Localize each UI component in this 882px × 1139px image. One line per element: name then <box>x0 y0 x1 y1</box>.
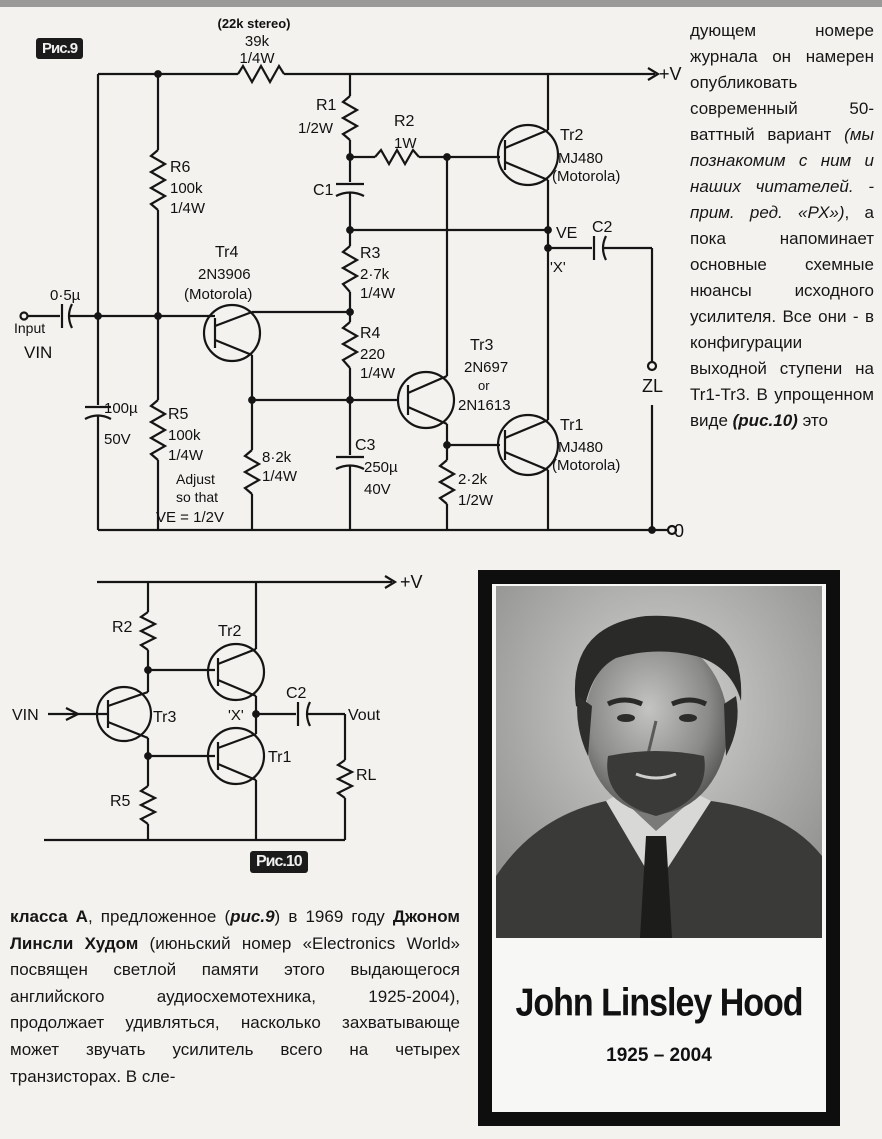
fig9-r4-value: 220 <box>360 346 386 363</box>
bottom-text-3: (июньский номер «Electronics World» посвящен светлой памяти этого выдающегося английского аудиосхемотехника, 1925-2004), продолжает удивляться, насколько захватывающе может звучать усилитель всего на четырех транзисторах. В сле- <box>10 933 460 1086</box>
fig9-c3-voltage: 40V <box>364 481 391 498</box>
fig9-r3-value: 2·7k <box>360 266 390 283</box>
fig9-top-resistor-value: 39k <box>244 33 270 50</box>
bottom-fig-ref: рис.9 <box>230 907 275 926</box>
bottom-text-2: ) в 1969 году <box>274 907 393 926</box>
bottom-text-1: , предложенное ( <box>87 907 231 926</box>
fig9-cap100-value: 100µ <box>104 400 138 417</box>
fig10-supply-label: +V <box>400 572 423 592</box>
fig9-c3-value: 250µ <box>364 459 398 476</box>
fig9-tr2-type: MJ480 <box>558 150 604 167</box>
fig9-r1-name: R1 <box>316 97 337 114</box>
fig10-tr3-label: Tr3 <box>153 709 177 726</box>
fig10-tr1-label: Tr1 <box>268 749 292 766</box>
fig9-r3-power: 1/4W <box>360 285 396 302</box>
fig9-top-resistor-note: (22k stereo) <box>217 16 291 31</box>
right-column-text <box>690 18 874 434</box>
fig9-tr2-name: Tr2 <box>560 127 584 144</box>
fig9-tr1-type: MJ480 <box>558 439 604 456</box>
fig9-tr4-maker: (Motorola) <box>184 286 253 303</box>
fig10-r5-label: R5 <box>110 793 131 810</box>
portrait-name: John Linsley Hood <box>515 981 803 1025</box>
fig9-label: Рис.9 <box>36 38 83 59</box>
fig10-c2-label: C2 <box>286 685 307 702</box>
fig9-r6-name: R6 <box>170 159 191 176</box>
fig9-top-resistor-power: 1/4W <box>239 50 275 67</box>
fig9-c3-name: C3 <box>355 437 376 454</box>
fig9-zl-label: ZL <box>642 376 664 396</box>
fig9-tr4-name: Tr4 <box>215 244 239 261</box>
fig9-c1-name: C1 <box>313 182 334 199</box>
fig9-x-label: 'X' <box>550 259 566 276</box>
fig9-r5-name: R5 <box>168 406 189 423</box>
fig9-ground-label: 0 <box>674 521 685 541</box>
fig9-tr2-maker: (Motorola) <box>552 168 621 185</box>
fig9-r6-value: 100k <box>170 180 203 197</box>
fig9-r2-value: 1W <box>394 135 417 152</box>
fig9-r2-name: R2 <box>394 113 415 130</box>
fig9-tr1-maker: (Motorola) <box>552 457 621 474</box>
fig9-tr3-or: or <box>478 378 490 393</box>
fig9-tr4-type: 2N3906 <box>198 266 251 283</box>
column-text-end: это <box>802 411 828 430</box>
portrait-frame <box>478 570 840 1126</box>
bottom-bold-2: Джоном Линсли Худом <box>10 907 461 953</box>
fig10-rl-label: RL <box>356 767 377 784</box>
fig9-r82k-power: 1/4W <box>262 468 298 485</box>
fig9-r1-value: 1/2W <box>298 120 334 137</box>
fig10-r2-label: R2 <box>112 619 133 636</box>
fig9-adjust-line3: VE = 1/2V <box>156 509 224 526</box>
fig9-c2-label: C2 <box>592 219 613 236</box>
fig9-ve-label: VE <box>556 225 578 242</box>
fig9-adjust-line1: Adjust <box>176 471 215 487</box>
fig9-cap100-voltage: 50V <box>104 431 131 448</box>
fig9-r6-power: 1/4W <box>170 200 206 217</box>
fig10-vin-label: VIN <box>12 707 39 724</box>
fig9-input-cap: 0·5µ <box>50 287 81 304</box>
fig9-tr3-alt: 2N1613 <box>458 397 511 414</box>
fig9-input-label: Input <box>14 320 46 336</box>
fig10-x-label: 'X' <box>228 707 244 724</box>
bottom-article-text <box>10 904 460 1090</box>
fig9-r3-name: R3 <box>360 245 381 262</box>
fig9-r5-value: 100k <box>168 427 201 444</box>
column-fig-ref: (рис.10) <box>732 411 798 430</box>
column-text-italic: (мы познакомим с ним и наших читателей. - прим. ред. «РХ») <box>690 125 874 222</box>
fig9-r4-power: 1/4W <box>360 365 396 382</box>
fig9-tr1-name: Tr1 <box>560 417 584 434</box>
portrait-years: 1925 – 2004 <box>606 1045 712 1066</box>
fig9-r4-name: R4 <box>360 325 381 342</box>
fig9-vin-label: VIN <box>24 343 53 362</box>
fig10-label: Рис.10 <box>250 851 308 873</box>
column-text-2: , а пока напоминает основные схемные нюансы исходного усилителя. Все они - в конфигурации выходной ступени на Tr1-Tr3. В упрощенном виде <box>690 203 874 430</box>
fig9-r22k-value: 2·2k <box>458 471 488 488</box>
column-text-1: дующем номере журнала он намерен опубликовать современный 50-ваттный вариант <box>690 21 874 144</box>
fig9-supply-label: +V <box>659 64 682 84</box>
fig9-r22k-power: 1/2W <box>458 492 494 509</box>
bottom-bold-1: класса А <box>10 907 88 926</box>
fig10-schematic <box>44 576 395 840</box>
fig9-tr3-name: Tr3 <box>470 337 494 354</box>
fig9-r5-power: 1/4W <box>168 447 204 464</box>
fig9-adjust-line2: so that <box>176 489 219 505</box>
fig9-r82k-value: 8·2k <box>262 449 292 466</box>
fig10-tr2-label: Tr2 <box>218 623 242 640</box>
portrait-photo <box>496 586 822 938</box>
fig9-tr3-type: 2N697 <box>464 359 509 376</box>
fig10-vout-label: Vout <box>348 707 381 724</box>
